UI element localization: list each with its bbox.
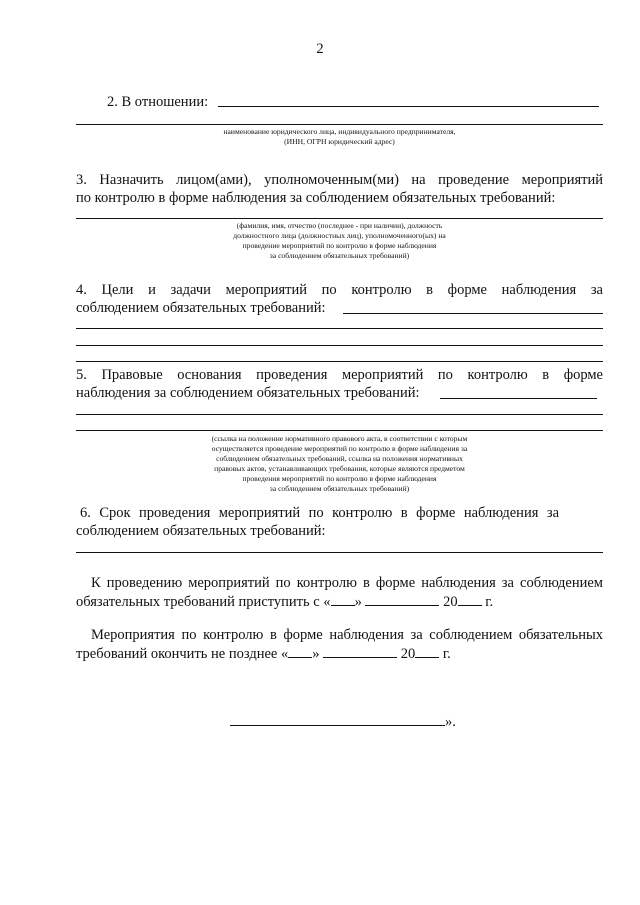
start-year-suffix: г.: [485, 594, 494, 610]
note-line: должностного лица (должностных лиц), уполномоченного(ых) на: [233, 231, 446, 240]
section-5-blank-3[interactable]: [76, 430, 603, 431]
start-day-field[interactable]: [331, 592, 355, 606]
note-line: правовых актов, устанавливающих требования, которые являются предметом: [214, 464, 465, 473]
finish-month-field[interactable]: [323, 644, 397, 658]
section-6-line-2: соблюдением обязательных требований:: [76, 523, 326, 539]
note-line: (ссылка на положение нормативного правового акта, в соответствии с которым: [211, 434, 468, 443]
section-5-blank[interactable]: [440, 398, 597, 399]
note-line: (ИНН, ОГРН юридический адрес): [284, 137, 395, 146]
finish-day-field[interactable]: [288, 644, 312, 658]
note-line: наименование юридического лица, индивидуального предпринимателя,: [223, 127, 456, 136]
note-line: за соблюдением обязательных требований): [269, 251, 410, 260]
section-4-line-1: 4. Цели и задачи мероприятий по контролю в форме наблюдения за: [76, 282, 603, 298]
note-line: осуществляется проведение мероприятий по контролю в форме наблюдения за: [211, 444, 468, 453]
finish-year-field[interactable]: [415, 644, 439, 658]
note-line: за соблюдением обязательных требований): [269, 484, 410, 493]
finish-year-prefix: 20: [400, 646, 416, 662]
section-5-line-1: 5. Правовые основания проведения мероприятий по контролю в форме: [76, 367, 603, 383]
start-line-2: [76, 592, 493, 611]
section-3-line-1: 3. Назначить лицом(ами), уполномоченным(ми) на проведение мероприятий: [76, 172, 603, 188]
section-5-note: [76, 434, 603, 494]
signature-field[interactable]: [230, 712, 445, 726]
section-4-blank-3[interactable]: [76, 345, 603, 346]
signature-line: [230, 712, 456, 731]
note-line: проведение мероприятий по контролю в форме наблюдения: [242, 241, 437, 250]
section-3-note: [76, 221, 603, 261]
section-4-line-2: соблюдением обязательных требований:: [76, 300, 326, 316]
note-line: проведения мероприятий по контролю в форме наблюдения: [242, 474, 437, 483]
signature-closing: ».: [445, 714, 456, 730]
note-line: соблюдением обязательных требований, ссылка на положения нормативных: [216, 454, 463, 463]
section-4-blank-2[interactable]: [76, 328, 603, 329]
section-2-note: [76, 127, 603, 147]
section-5-blank-2[interactable]: [76, 414, 603, 415]
section-4-blank[interactable]: [343, 313, 603, 314]
section-2-blank[interactable]: [218, 106, 599, 107]
page-number: 2: [316, 41, 324, 57]
start-month-field[interactable]: [365, 592, 439, 606]
finish-line-2: [76, 644, 451, 663]
start-quote: »: [354, 594, 362, 610]
start-year-field[interactable]: [458, 592, 482, 606]
start-text: обязательных требований приступить с «: [76, 594, 331, 610]
finish-year-suffix: г.: [442, 646, 451, 662]
finish-quote: »: [312, 646, 320, 662]
section-4-blank-4[interactable]: [76, 361, 603, 362]
section-2-label: 2. В отношении:: [107, 94, 209, 110]
section-6-blank[interactable]: [76, 552, 603, 553]
section-2-blank-2[interactable]: [76, 124, 603, 125]
start-line-1: К проведению мероприятий по контролю в форме наблюдения за соблюдением: [91, 575, 603, 591]
note-line: (фамилия, имя, отчество (последнее - при наличии), должность: [236, 221, 443, 230]
section-6-line-1: 6. Срок проведения мероприятий по контролю в форме наблюдения за: [80, 505, 559, 521]
section-3-line-2: по контролю в форме наблюдения за соблюдением обязательных требований:: [76, 190, 556, 206]
start-year-prefix: 20: [443, 594, 458, 610]
finish-line-1: Мероприятия по контролю в форме наблюдения за соблюдением обязательных: [91, 627, 603, 643]
section-5-line-2: наблюдения за соблюдением обязательных требований:: [76, 385, 420, 401]
section-3-blank[interactable]: [76, 218, 603, 219]
finish-text: требований окончить не позднее «: [76, 646, 289, 662]
